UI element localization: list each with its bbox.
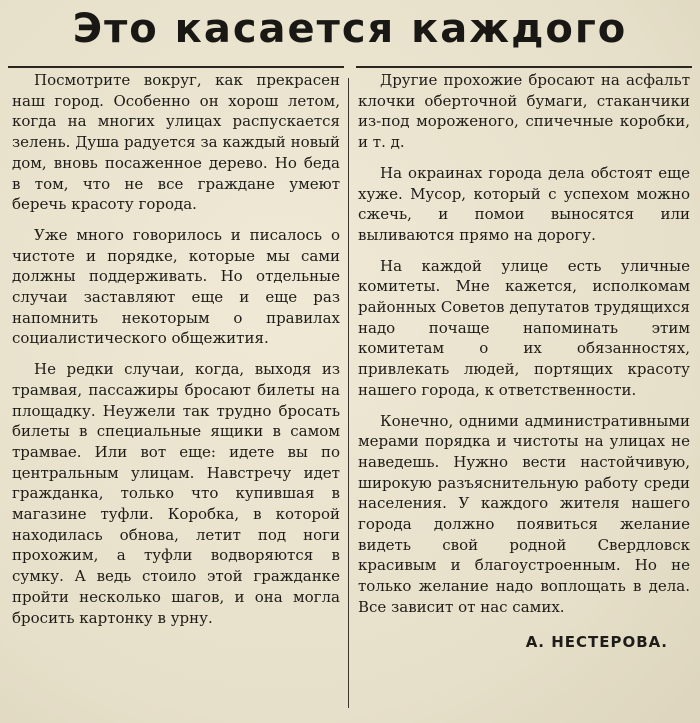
headline-rule-left [8,66,344,68]
article-column-right [358,70,690,652]
paragraph: Уже много говорилось и писалось о чистоте и порядке, которые мы сами должны поддерживать. Но отдельные случаи заставляют еще и еще раз напомнить некоторым о правилах социалистического общежития. [12,225,340,348]
paragraph: Посмотрите вокруг, как прекрасен наш город. Особенно он хорош летом, когда на многих улицах распускается зелень. Душа радуется за каждый новый дом, вновь посаженное дерево. Но беда в том, что не все граждане умеют беречь красоту города. [12,71,340,214]
column-divider [348,78,349,708]
author-signature: А. НЕСТЕРОВА. [525,632,668,651]
paragraph: Конечно, одними административными мерами порядка и чистоты на улицах не наведешь. Нужно вести настойчивую, широкую разъяснительную работу среди населения. У каждого жителя нашего города должно появиться желание видеть свой родной Свердловск красивым и благоустроенным. Но не только желание надо воплощать в дела. Все зависит от нас самих. [358,411,690,616]
headline: Это касается каждого [72,6,628,52]
paragraph: На окраинах города дела обстоят еще хуже. Мусор, который с успехом можно сжечь, и помои выносятся или выливаются прямо на дорогу. [358,163,690,244]
paragraph: Не редки случаи, когда, выходя из трамвая, пассажиры бросают билеты на площадку. Неужели так трудно бросать билеты в специальные ящики в самом трамвае. Или вот еще: идете вы по центральным улицам. Навстречу идет гражданка, только что купившая в магазине туфли. Коробка, в которой находилась обнова, летит под ноги прохожим, а туфли водворяются в сумку. А ведь стоило этой гражданке пройти несколько шагов, и она могла бросить картонку в урну. [12,360,340,627]
paragraph: На каждой улице есть уличные комитеты. Мне кажется, исполкомам районных Советов депутатов трудящихся надо почаще напоминать этим комитетам о их обязанностях, привлекать людей, портящих красоту нашего города, к ответственности. [358,256,690,399]
headline-rule-right [356,66,692,68]
paragraph: Другие прохожие бросают на асфальт клочки оберточной бумаги, стаканчики из-под мороженого, спичечные коробки, и т. д. [358,71,690,152]
article-column-left [12,70,340,638]
